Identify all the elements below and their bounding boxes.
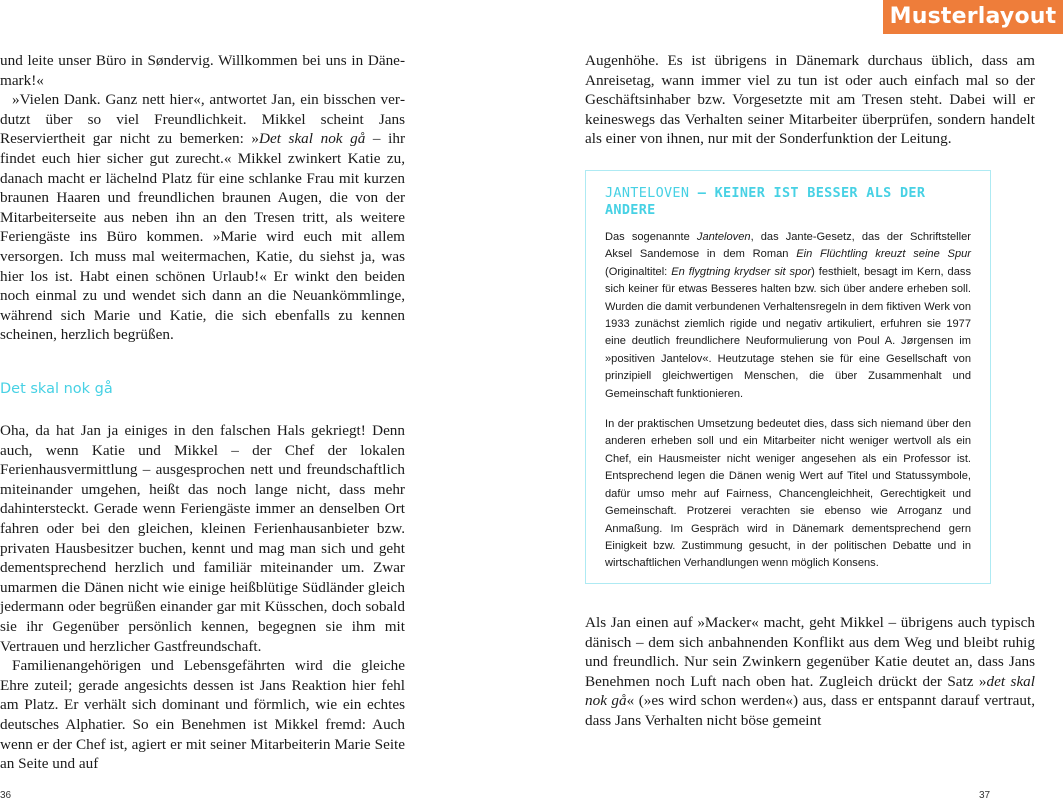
- info-box: [585, 170, 991, 584]
- title-lead: JANTELOVEN: [605, 185, 690, 201]
- paragraph: Augenhöhe. Es ist übrigens in Dänemark durchaus üblich, dass am Anreisetag, wann immer viel zu tun ist oder auch einfach mal so der Geschäftsinhaber bzw. Vorgesetzte mit am Tresen steht. Dabei will er keineswegs das Verhalten seiner Mitarbeiter überprüfen, sondern handelt als einer von ihnen, nur mit der Sonderfunktion der Leitung.: [585, 52, 1035, 148]
- italic-phrase: Det skal nok gå: [259, 130, 366, 148]
- paragraph: [585, 613, 1035, 731]
- text-run: , das Jante-Gesetz, das der Schriftsteller Aksel Sandemose in dem Roman: [605, 231, 971, 261]
- section-heading: Det skal nok gå: [0, 381, 113, 397]
- right-page: [540, 0, 1063, 800]
- left-column-top: [0, 51, 405, 345]
- italic-phrase: En flygtning krydser sit spor: [671, 265, 812, 278]
- page-number: 37: [979, 790, 991, 801]
- paragraph: Familienangehörigen und Lebensgefährten wird die gleiche Ehre zuteil; gerade angesichts dessen ist Jans Reaktion hier fehl am Platz. Er verhält sich dominant und förmlich, wie ein echtes deutsches Alphatier. So ein Benehmen ist Mikkel fremd: Auch wenn er der Chef ist, agiert er mit seiner Mitarbeiterin Marie Seite an Seite und auf: [0, 657, 405, 773]
- text-run: – ihr findet euch hier sicher gut zurecht.« Mikkel zwinkert Katie zu, danach macht er lächelnd Platz für eine schlanke Frau mit kurzen braunen Haaren und freundlichen braunen Augen, die von der Mitarbeiterseite aus neben ihn an den Tresen tritt, als weitere Feriengäste ins Büro kommen. »Marie wird euch mit allem versorgen. Ich muss mal weitermachen, Katie, du siehst ja, was hier los ist. Habt einen schönen Urlaub!« Er winkt den beiden noch einmal zu und wendet sich dann an die Neuankömmlinge, während sich Marie und Katie, die sich ebenfalls zu kennen scheinen, herzlich begrüßen.: [0, 130, 406, 344]
- text-run: »Vielen Dank. Ganz nett hier«, antwortet Jan, ein bisschen verdutzt über so viel Freundlichkeit. Mikkel scheint Jans Reserviertheit gar nicht zu bemerken: »: [0, 91, 405, 148]
- text-run: « (»es wird schon werden«) aus, dass er entspannt darauf vertraut, dass Jans Verhalten nicht böse gemeint: [585, 692, 1035, 729]
- text-run: (Originaltitel:: [605, 265, 672, 278]
- paragraph: [0, 90, 405, 345]
- page-number: 36: [0, 790, 12, 801]
- right-column-top: [585, 51, 1035, 149]
- left-column-bottom: [0, 421, 405, 774]
- title-rest: – KEINER IST BESSER ALS DER ANDERE: [605, 185, 926, 218]
- right-column-bottom: [585, 613, 1035, 731]
- info-box-text: [605, 229, 971, 573]
- paragraph: [605, 229, 971, 403]
- italic-phrase: Janteloven: [696, 231, 751, 243]
- italic-phrase: det skal nok gå: [585, 672, 1035, 710]
- text-run: Als Jan einen auf »Macker« macht, geht Mikkel – übrigens auch typisch dänisch – dem sich anbahnenden Konflikt aus dem Weg und bleibt ruhig und freundlich. Nur sein Zwinkern gegenüber Katie deutet an, dass Jans Benehmen noch Luft nach oben hat. Zugleich drückt der Satz »: [585, 614, 1035, 690]
- italic-phrase: Ein Flüchtling kreuzt seine Spur: [796, 248, 971, 261]
- text-run: Das sogenannte: [605, 231, 697, 243]
- paragraph: und leite unser Büro in Søndervig. Willkommen bei uns in Dänemark!«: [0, 52, 405, 89]
- info-box-title: [605, 185, 971, 219]
- left-page: [0, 0, 520, 800]
- text-run: ) festhielt, besagt im Kern, dass sich keiner für etwas Besseres halten bzw. sich über andere erheben soll. Wurden die damit verbundenen Verhaltensregeln in dem fiktiven Werk von 1933 zunächst ziemlich rigide und negativ artikuliert, erfuhren sie 1977 eine deutlich freundlichere Neuformulierung von Poul A. Jørgensen im »positiven Jantelov«. Heutzutage stehen sie für eine Gesellschaft von prinzipiell gleichwertigen Menschen, die über Zusammenhalt und Gemeinschaft funktionieren.: [605, 265, 971, 400]
- musterlayout-badge: Musterlayout: [883, 0, 1063, 34]
- paragraph: In der praktischen Umsetzung bedeutet dies, dass sich niemand über den anderen erheben soll und ein Mitarbeiter nicht weniger wertvoll als ein Chef, ein Hausmeister nicht weniger angesehen als ein Professor ist. Entsprechend legen die Dänen wenig Wert auf Titel und Statussymbole, dafür umso mehr auf Fairness, Chancengleichheit, Gerechtigkeit und Gemeinschaft. Protzerei verachten sie ebenso wie Arroganz und Anmaßung. Im Gespräch wird in Dänemark dementsprechend gern Einigkeit bzw. Zustimmung gesucht, in der politischen Debatte und in wirtschaftlichen Verhandlungen wenn möglich Konsens.: [605, 418, 971, 570]
- paragraph: Oha, da hat Jan ja einiges in den falschen Hals gekriegt! Denn auch, wenn Katie und Mikkel – der Chef der lokalen Ferienhausvermittlung – ausgesprochen nett und freundschaftlich miteinander umgehen, heißt das noch lange nicht, dass mehr dahintersteckt. Gerade wenn Feriengäste immer an denselben Ort fahren oder bei den gleichen, kleinen Ferienhausanbieter bzw. privaten Hausbesitzer buchen, kennt und mag man sich und geht dementsprechend herzlich und familiär miteinander um. Zwar umarmen die Dänen nicht wie einige heißblütige Südländer gleich jedermann oder begrüßen einander gar mit Küsschen, doch sobald sie ihr Gegenüber persönlich kennen, begegnen sie ihm mit Vertrauen und herzlicher Gastfreundschaft.: [0, 422, 405, 655]
